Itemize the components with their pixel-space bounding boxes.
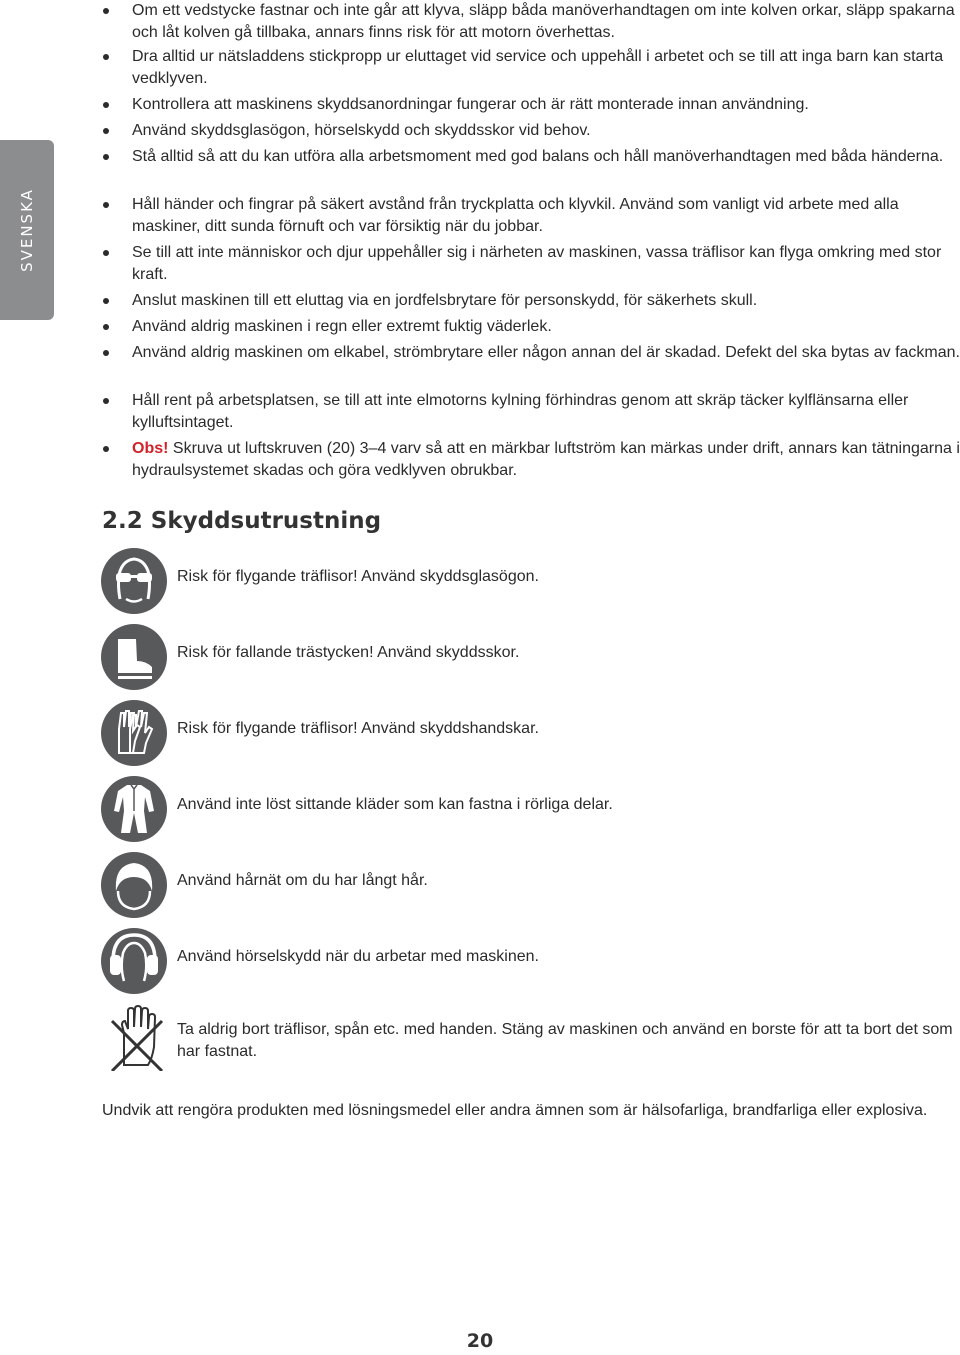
equipment-text: Risk för fallande trästycken! Använd skyddsskor.: [177, 644, 520, 661]
equipment-text: Använd inte löst sittande kläder som kan fastna i rörliga delar.: [177, 796, 613, 813]
bullet-dot: [103, 102, 109, 108]
bullet-item: Stå alltid så att du kan utföra alla arbetsmoment med god balans och håll manöverhandtagen med båda händerna.: [132, 146, 960, 168]
safety-gloves-icon: [100, 699, 168, 767]
equipment-text: Använd hårnät om du har långt hår.: [177, 872, 428, 889]
bullet-dot: [103, 54, 109, 60]
overall-icon: [100, 775, 168, 843]
bullet-item: Om ett vedstycke fastnar och inte går att klyva, släpp båda manöverhandtagen om inte kolven orkar, släpp spakarna och låt kolven gå tillbaka, annars finns risk för att motorn överhettas.: [132, 0, 960, 44]
safety-boot-icon: [100, 623, 168, 691]
ear-protection-icon: [100, 927, 168, 995]
cleaning-note: Undvik att rengöra produkten med lösningsmedel eller andra ämnen som är hälsofarliga, brandfarliga eller explosiva.: [102, 1102, 928, 1119]
bullet-item: Anslut maskinen till ett eluttag via en jordfelsbrytare för personskydd, för säkerhets skull.: [132, 290, 960, 312]
equipment-text: Använd hörselskydd när du arbetar med maskinen.: [177, 948, 539, 965]
language-tab: [0, 140, 54, 320]
equipment-row-overall: [100, 775, 960, 845]
equipment-row-ear-protection: [100, 927, 960, 997]
equipment-row-hairnet: [100, 851, 960, 921]
safety-glasses-icon: [100, 547, 168, 615]
equipment-row-no-hands: [100, 1003, 960, 1073]
bullet-dot: [103, 250, 109, 256]
bullet-dot: [103, 128, 109, 134]
obs-text: Skruva ut luftskruven (20) 3–4 varv så att en märkbar luftström kan märkas under drift, annars kan tätningarna i hydraulsystemet skadas och göra vedklyven obrukbar.: [132, 440, 960, 479]
bullet-item: Håll rent på arbetsplatsen, se till att inte elmotorns kylning förhindras genom att skräp täcker kylflänsarna eller kylluftsintaget.: [132, 390, 960, 434]
bullet-item: Se till att inte människor och djur uppehåller sig i närheten av maskinen, vassa träflisor kan flyga omkring med stor kraft.: [132, 242, 960, 286]
bullet-item: Dra alltid ur nätsladdens stickpropp ur eluttaget vid service och uppehåll i arbetet och se till att inga barn kan starta vedklyven.: [132, 46, 960, 90]
hairnet-icon: [100, 851, 168, 919]
equipment-row-gloves: [100, 699, 960, 769]
equipment-row-boots: [100, 623, 960, 693]
bullet-item: Använd aldrig maskinen i regn eller extremt fuktig väderlek.: [132, 316, 960, 338]
equipment-row-glasses: [100, 547, 960, 617]
bullet-dot: [103, 202, 109, 208]
bullet-dot: [103, 398, 109, 404]
bullet-item: Använd aldrig maskinen om elkabel, strömbrytare eller någon annan del är skadad. Defekt del ska bytas av fackman.: [132, 342, 960, 364]
bullet-dot: [103, 446, 109, 452]
equipment-text: Ta aldrig bort träflisor, spån etc. med handen. Stäng av maskinen och använd en borste för att ta bort det som har fastnat.: [177, 1021, 953, 1060]
language-tab-label: SVENSKA: [18, 188, 36, 272]
bullet-dot: [103, 8, 109, 14]
bullet-dot: [103, 324, 109, 330]
no-hands-icon: [100, 1003, 168, 1071]
equipment-text: Risk för flygande träflisor! Använd skyddshandskar.: [177, 720, 539, 737]
page-number: 20: [466, 1330, 494, 1352]
bullet-item: Kontrollera att maskinens skyddsanordningar fungerar och är rätt monterade innan användning.: [132, 94, 960, 116]
bullet-item-obs: [132, 438, 960, 482]
bullet-dot: [103, 350, 109, 356]
equipment-text: Risk för flygande träflisor! Använd skyddsglasögon.: [177, 568, 539, 585]
bullet-item: Använd skyddsglasögon, hörselskydd och skyddsskor vid behov.: [132, 120, 960, 142]
bullet-item: Håll händer och fingrar på säkert avstånd från tryckplatta och klyvkil. Använd som vanligt vid arbete med alla maskiner, ditt sunda förnuft och var försiktig när du jobbar.: [132, 194, 960, 238]
bullet-dot: [103, 154, 109, 160]
bullet-dot: [103, 298, 109, 304]
obs-label: Obs!: [132, 440, 169, 457]
section-title: 2.2 Skyddsutrustning: [102, 508, 382, 534]
